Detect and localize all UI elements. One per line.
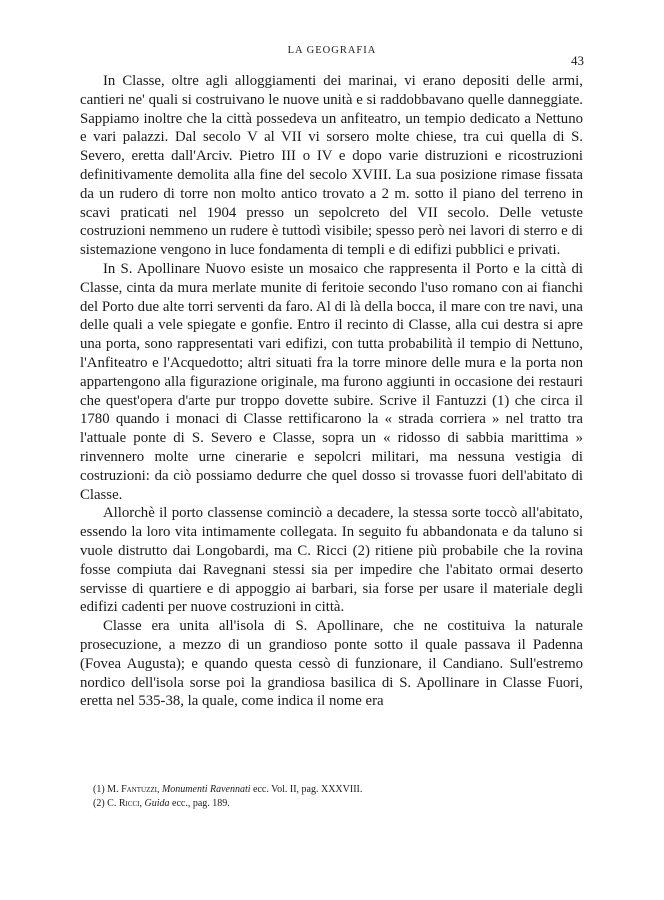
footnote-1 [80, 783, 583, 797]
footnote-number: (2) [93, 798, 105, 809]
footnote-number: (1) [93, 784, 105, 795]
footnote-author: M. Fantuzzi, [107, 784, 160, 795]
body-text [80, 72, 583, 711]
footnote-reference: ecc. Vol. II, pag. XXXVIII. [253, 784, 363, 795]
footnotes [80, 783, 583, 811]
footnote-title: Guida [144, 798, 170, 809]
paragraph-1: In Classe, oltre agli alloggiamenti dei marinai, vi erano depositi delle armi, cantieri ne' quali si costruivano le nuove unità e si raddobbavano quelle danneggiate. Sappiamo inoltre che la città possedeva un anfiteatro, un tempio dedicato a Nettuno e vari palazzi. Dal secolo V al VII vi sorsero molte chiese, tra cui quella di S. Severo, eretta dall'Arciv. Pietro III o IV e dopo varie distruzioni e ricostruzioni definitivamente demolita alla fine del secolo XVIII. La sua posizione rimase fissata da un rudero di torre non molto antico trovato a 2 m. sotto il piano del terreno in scavi praticati nel 1904 presso un sepolcreto del VII secolo. Delle vetuste costruzioni nemmeno un rudere è tuttodì visibile; spesso però nei lavori di sterro e di sistemazione vengono in luce fondamenta di templi e di edifizi pubblici e privati. [80, 73, 583, 259]
page-number: 43 [571, 53, 584, 68]
paragraph-2: In S. Apollinare Nuovo esiste un mosaico che rappresenta il Porto e la città di Classe, cinta da mura merlate munite di feritoie secondo l'uso romano con ai fianchi del Porto due alte torri serventi da faro. Al di là della bocca, il mare con tre navi, una delle quali a vele spiegate e gonfie. Entro il recinto di Classe, alla cui destra si apre una porta, sono rappresentati vari edifizi, con tutta probabilità il tempio di Nettuno, l'Anfiteatro e l'Acquedotto; altri situati fra la torre minore delle mura e la porta non appartengono alla figurazione originale, ma furono aggiunti in occasione dei restauri che quest'opera d'arte pur troppo dovette subire. Scrive il Fantuzzi (1) che circa il 1780 quando i monaci di Classe rettificarono la « strada corriera » nel tratto tra l'attuale ponte di S. Severo e Classe, sopra un « ridosso di sabbia marittima » rinvennero molte urne cinerarie e sepolcri militari, ma nessuna vestigia di costruzioni: da ciò possiamo dedurre che quel dosso si trovasse fuori dell'abitato di Classe. [80, 260, 583, 503]
footnote-title: Monumenti Ravennati [161, 784, 251, 795]
paragraph-3: Allorchè il porto classense cominciò a decadere, la stessa sorte toccò all'abitato, essendo la loro vita intimamente collegata. In seguito fu abbandonata e da taluno si vuole distrutto dai Longobardi, ma C. Ricci (2) ritiene più probabile che la rovina fosse compiuta dai Ravegnani stessi sia per impedire che l'abitato ormai deserto servisse di quartiere e di appoggio ai barbari, sia forse per usare il materiale degli edifizi cadenti per nuove costruzioni in città. [80, 505, 583, 616]
footnote-reference: ecc., pag. 189. [172, 798, 230, 809]
running-title: LA GEOGRAFIA [287, 45, 377, 56]
footnote-author: C. Ricci, [107, 798, 143, 809]
footnote-2 [80, 797, 583, 811]
paragraph-4: Classe era unita all'isola di S. Apollinare, che ne costituiva la naturale prosecuzione, a mezzo di un grandioso ponte sotto il quale passava il Padenna (Fovea Augusta); e quando questa cessò di funzionare, il Candiano. Sull'estremo nordico dell'isola sorse poi la grandiosa basilica di S. Apollinare in Classe Fuori, eretta nel 535-38, la quale, come indica il nome era [80, 618, 583, 710]
